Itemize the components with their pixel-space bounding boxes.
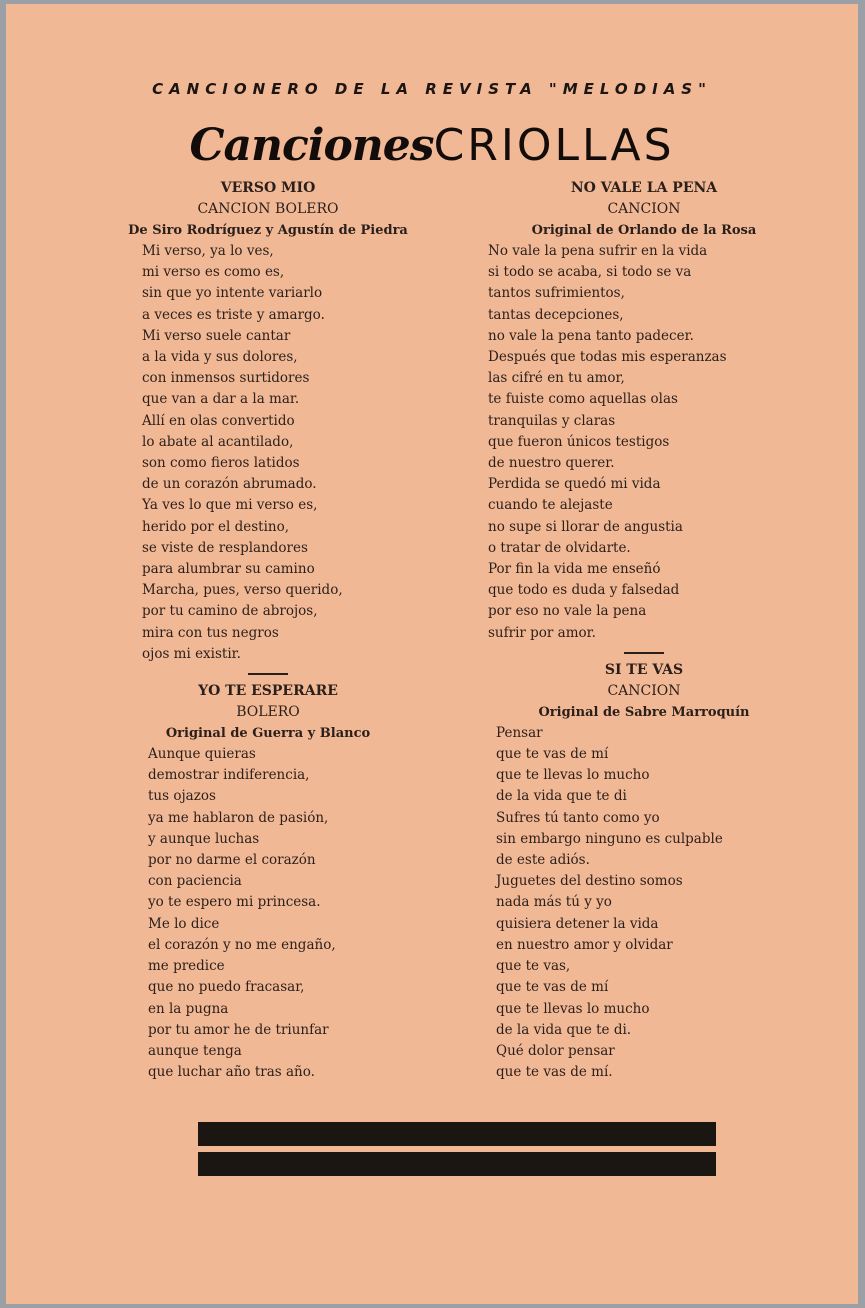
lyric-line: que te llevas lo mucho <box>496 1000 650 1017</box>
song-title: NO VALE LA PENA <box>570 180 718 196</box>
song-genre: CANCION <box>607 682 681 699</box>
lyric-line: que te vas de mí <box>496 746 609 763</box>
lyric-line: no supe si llorar de angustia <box>488 518 683 535</box>
decorative-bar-bottom <box>198 1152 716 1176</box>
lyric-line: por no darme el corazón <box>148 852 316 869</box>
lyric-line: tus ojazos <box>148 788 216 805</box>
song-author: Original de Guerra y Blanco <box>165 726 371 742</box>
song-yo-te-esperare-lyrics <box>148 744 438 1083</box>
lyric-line: herido por el destino, <box>142 518 290 535</box>
lyric-line: nada más tú y yo <box>496 894 612 911</box>
lyric-line: son como fieros latidos <box>142 455 300 472</box>
page-title <box>6 116 858 176</box>
song-separator <box>624 652 664 654</box>
song-title: YO TE ESPERARE <box>198 683 338 700</box>
lyric-line: Después que todas mis esperanzas <box>488 349 727 366</box>
lyric-line: que te vas de mí. <box>496 1064 613 1081</box>
lyric-line: Mi verso suele cantar <box>142 327 291 344</box>
lyric-line: por tu camino de abrojos, <box>142 603 318 620</box>
lyric-line: Allí en olas convertido <box>142 412 295 429</box>
song-title: SI TE VAS <box>604 661 684 678</box>
lyric-line: si todo se acaba, si todo se va <box>488 264 692 281</box>
lyric-line: que todo es duda y falsedad <box>488 582 680 599</box>
lyric-line: Mi verso, ya lo ves, <box>142 243 274 259</box>
lyric-line: Por fin la vida me enseñó <box>488 561 661 578</box>
lyric-line: Aunque quieras <box>148 746 256 763</box>
song-no-vale-la-pena-lyrics <box>488 241 814 644</box>
lyric-line: que te vas de mí <box>496 979 609 996</box>
lyric-line: tranquilas y claras <box>488 412 616 429</box>
lyric-line: o tratar de olvidarte. <box>488 539 631 556</box>
lyric-line: sin que yo intente variarlo <box>142 285 323 302</box>
lyric-line: con inmensos surtidores <box>142 370 310 387</box>
lyric-line: en nuestro amor y olvidar <box>496 936 673 953</box>
lyric-line: de este adiós. <box>496 852 590 869</box>
lyric-line: cuando te alejaste <box>488 497 613 514</box>
song-genre: CANCION BOLERO <box>197 201 339 217</box>
right-column <box>474 178 814 1083</box>
decorative-bar-top <box>198 1122 716 1146</box>
lyric-line: en la pugna <box>148 1000 229 1017</box>
lyric-line: aunque tenga <box>148 1042 242 1059</box>
lyric-line: para alumbrar su camino <box>142 561 315 578</box>
lyric-line: Juguetes del destino somos <box>496 873 683 890</box>
lyric-line: de la vida que te di. <box>496 1021 632 1038</box>
songbook-page <box>6 4 858 1304</box>
title-script: Canciones <box>189 120 434 171</box>
song-genre: BOLERO <box>236 704 300 721</box>
lyric-line: a veces es triste y amargo. <box>142 306 325 323</box>
lyric-line: Me lo dice <box>148 915 220 932</box>
lyric-line: se viste de resplandores <box>142 539 308 556</box>
lyric-line: y aunque luchas <box>148 830 260 847</box>
song-author: De Siro Rodríguez y Agustín de Piedra <box>128 223 408 238</box>
lyric-line: Sufres tú tanto como yo <box>496 809 660 826</box>
song-title: VERSO MIO <box>220 180 316 196</box>
lyric-line: sin embargo ninguno es culpable <box>496 830 723 847</box>
lyric-line: tantos sufrimientos, <box>488 285 625 302</box>
lyric-line: me predice <box>148 958 225 975</box>
lyric-line: de nuestro querer. <box>488 455 615 472</box>
lyric-line: que fueron únicos testigos <box>488 433 670 450</box>
song-verso-mio-header <box>98 178 438 241</box>
song-si-te-vas-header <box>474 660 814 723</box>
lyric-line: por tu amor he de triunfar <box>148 1021 329 1038</box>
song-separator <box>248 673 288 675</box>
lyric-line: que van a dar a la mar. <box>142 391 300 408</box>
lyric-line: yo te espero mi princesa. <box>148 894 321 911</box>
lyric-line: que no puedo fracasar, <box>148 979 305 996</box>
lyric-line: mi verso es como es, <box>142 264 285 281</box>
lyric-line: ya me hablaron de pasión, <box>148 809 329 826</box>
lyric-line: Marcha, pues, verso querido, <box>142 582 343 599</box>
lyric-line: las cifré en tu amor, <box>488 370 625 387</box>
song-genre: CANCION <box>607 201 681 217</box>
lyric-line: Perdida se quedó mi vida <box>488 476 661 493</box>
lyric-line: mira con tus negros <box>142 624 279 641</box>
lyric-line: de un corazón abrumado. <box>142 476 317 493</box>
song-no-vale-la-pena-header <box>474 178 814 241</box>
lyric-line: demostrar indiferencia, <box>148 767 310 784</box>
lyric-line: de la vida que te di <box>496 788 627 805</box>
lyric-line: ojos mi existir. <box>142 645 241 662</box>
lyric-line: te fuiste como aquellas olas <box>488 391 678 408</box>
lyric-line: que te llevas lo mucho <box>496 767 650 784</box>
song-author: Original de Orlando de la Rosa <box>531 223 757 238</box>
song-yo-te-esperare-header <box>98 681 438 744</box>
lyric-line: lo abate al acantilado, <box>142 433 294 450</box>
lyric-line: no vale la pena tanto padecer. <box>488 327 694 344</box>
lyric-line: sufrir por amor. <box>488 624 596 641</box>
lyric-line: No vale la pena sufrir en la vida <box>488 243 708 259</box>
lyric-line: que te vas, <box>496 958 571 975</box>
lyric-line: que luchar año tras año. <box>148 1064 315 1081</box>
lyric-line: a la vida y sus dolores, <box>142 349 298 366</box>
left-column <box>98 178 438 1083</box>
song-verso-mio-lyrics <box>142 241 438 665</box>
lyric-line: con paciencia <box>148 873 242 890</box>
song-author: Original de Sabre Marroquín <box>538 704 750 720</box>
lyric-line: por eso no vale la pena <box>488 603 647 620</box>
song-si-te-vas-lyrics <box>496 723 814 1083</box>
lyric-line: tantas decepciones, <box>488 306 624 323</box>
lyric-line: quisiera detener la vida <box>496 915 659 932</box>
lyric-line: el corazón y no me engaño, <box>148 936 336 953</box>
page-header: CANCIONERO DE LA REVISTA "MELODIAS" <box>152 80 712 98</box>
lyric-line: Pensar <box>496 724 543 741</box>
lyric-line: Qué dolor pensar <box>496 1042 615 1059</box>
title-block: CRIOLLAS <box>433 120 675 171</box>
lyric-line: Ya ves lo que mi verso es, <box>142 497 318 514</box>
